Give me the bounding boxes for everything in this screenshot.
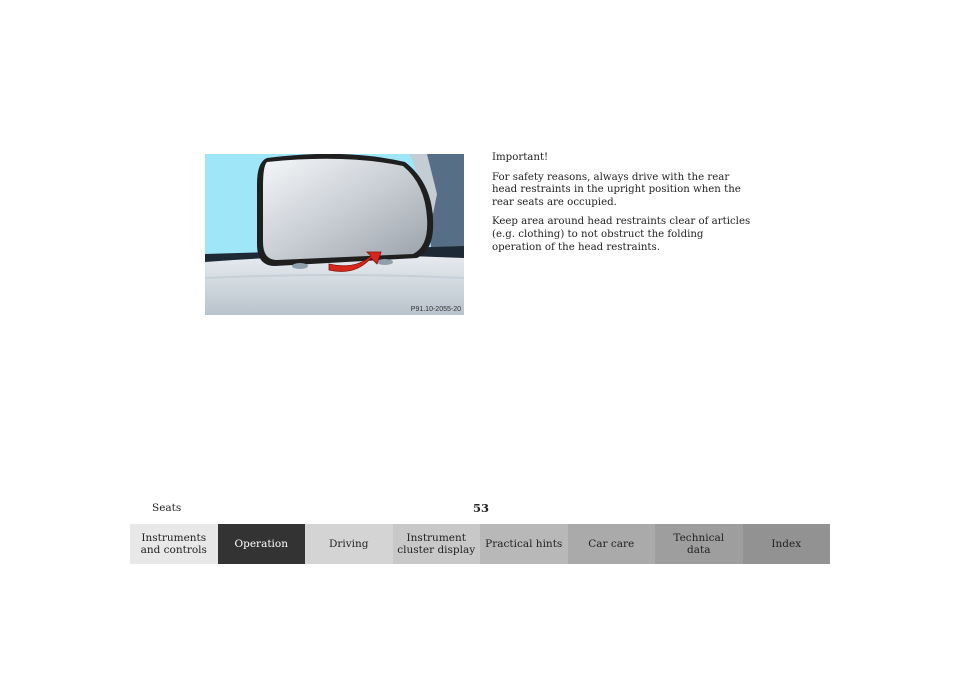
nav-tab-label: Car care (588, 537, 635, 550)
nav-tab-practical-hints[interactable] (480, 524, 568, 564)
page-number: 53 (473, 501, 490, 515)
section-title: Seats (152, 502, 182, 514)
nav-tab-label: Driving (328, 537, 369, 550)
nav-tab-label: Technical data (673, 531, 725, 556)
chapter-nav (130, 524, 830, 564)
nav-tab-driving[interactable] (305, 524, 393, 564)
figure-code: P91.10-2055-20 (410, 306, 461, 313)
nav-tab-label: Index (771, 537, 802, 550)
important-heading: Important! (492, 152, 549, 163)
nav-tab-index[interactable] (743, 524, 831, 564)
nav-tab-car-care[interactable] (568, 524, 656, 564)
nav-tab-instruments-and-controls[interactable] (130, 524, 218, 564)
nav-tab-label: Instrument cluster display (397, 531, 476, 556)
safety-paragraph: For safety reasons, always drive with the rear head restraints in the upright position when the rear seats are occupied. (492, 171, 741, 208)
nav-tab-label: Instruments and controls (140, 531, 207, 556)
nav-tab-label: Operation (234, 537, 288, 550)
nav-tab-label: Practical hints (485, 537, 563, 550)
content-column (492, 152, 754, 261)
clearance-paragraph: Keep area around head restraints clear of articles (e.g. clothing) to not obstruct the folding operation of the head restraints. (492, 216, 751, 253)
nav-tab-operation[interactable] (218, 524, 306, 564)
head-restraint-illustration (205, 154, 464, 315)
nav-tab-instrument-cluster-display[interactable] (393, 524, 481, 564)
nav-tab-technical-data[interactable] (655, 524, 743, 564)
